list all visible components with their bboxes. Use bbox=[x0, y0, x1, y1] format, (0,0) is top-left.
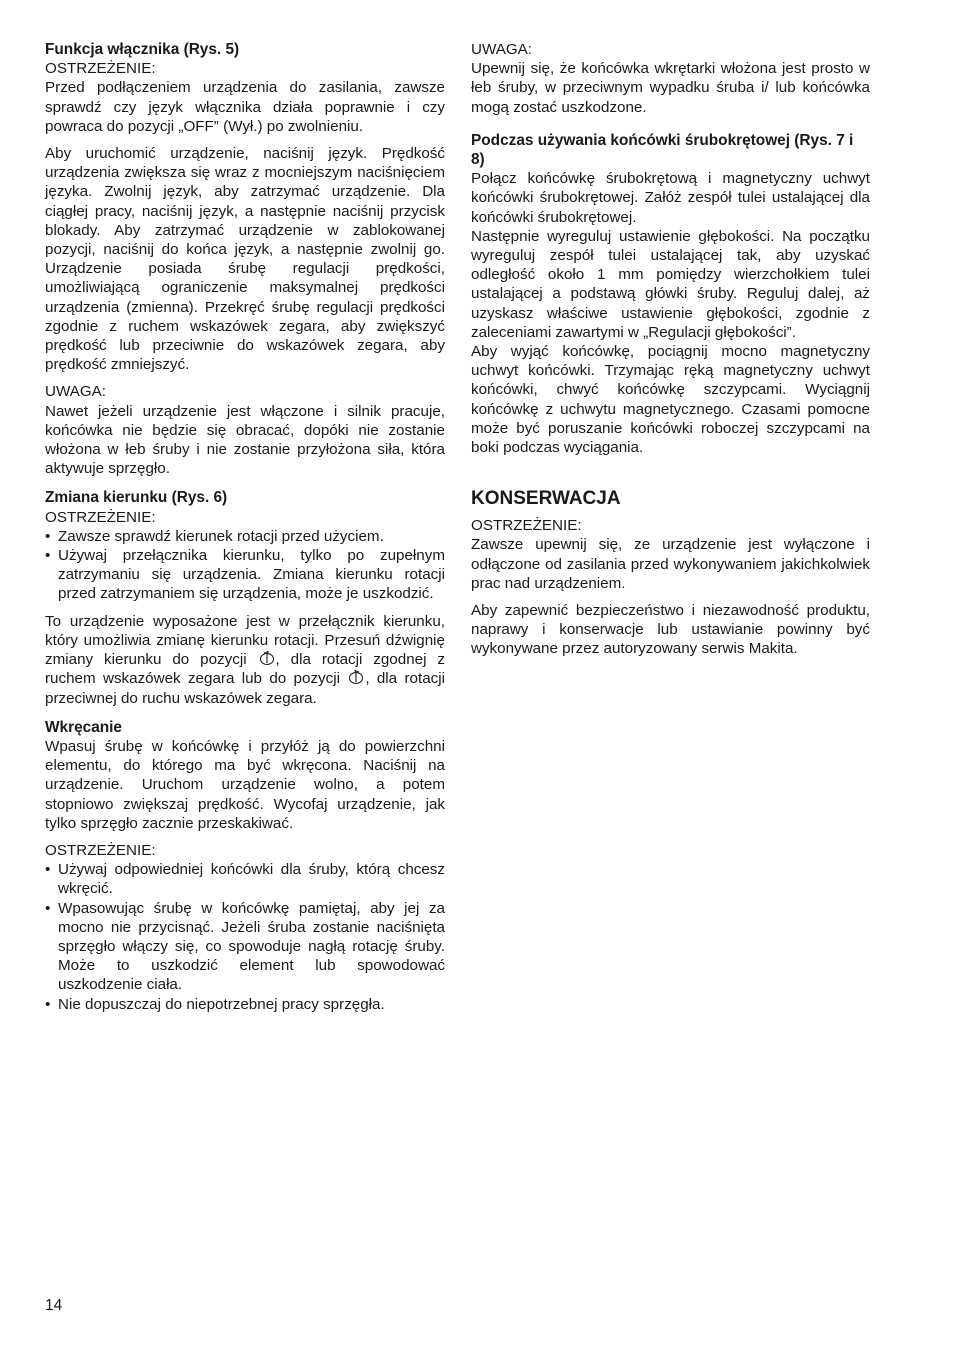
right-column bbox=[471, 40, 870, 659]
rotate-counterclockwise-icon bbox=[347, 670, 365, 686]
list-item: • Używaj odpowiedniej końcówki dla śruby, którą chcesz wkręcić. bbox=[45, 860, 445, 898]
bit-note-label: UWAGA: bbox=[471, 41, 533, 58]
direction-warning-label: OSTRZEŻENIE: bbox=[45, 508, 156, 526]
direction-text-part: , dla rotacji przeciwnej do ruchu wskazówek zegara. bbox=[45, 670, 445, 707]
direction-text-part: , dla rotacji zgodnej z ruchem wskazówek zegara lub do pozycji bbox=[45, 651, 445, 688]
list-item: • Nie dopuszczaj do niepotrzebnej pracy sprzęgła. bbox=[45, 995, 445, 1014]
maintenance-heading: KONSERWACJA bbox=[471, 488, 621, 510]
left-column bbox=[45, 40, 445, 1014]
switch-warning-label: OSTRZEŻENIE: bbox=[45, 60, 156, 78]
maintenance-warning-text: Zawsze upewnij się, ze urządzenie jest wyłączone i odłączone od zasilania przed wykonywaniem jakichkolwiek prac nad urządzeniem. bbox=[471, 536, 870, 592]
list-item: • Wpasowując śrubę w końcówkę pamiętaj, aby jej za mocno nie przycisnąć. Jeżeli śruba zostanie naciśnięta sprzęgło włączy się, co spowoduje nagłą rotację śruby. Może to uszkodzić element lub spowodować uszkodzenie ciała. bbox=[45, 899, 445, 995]
switch-paragraph: Aby uruchomić urządzenie, naciśnij język. Prędkość urządzenia zwiększa się wraz z mocniejszym naciśnięciem języka. Zwolnij język, aby zatrzymać urządzenie. Dla ciągłej pracy, naciśnij język, a następnie naciśnij przycisk blokady. Aby zatrzymać urządzenie w zablokowanej pozycji, naciśnij do końca język, a następnie zwolnij go. Urządzenie posiada śrubę regulacji prędkości, umożliwiającą ograniczenie maksymalnej prędkości urządzenia (zmienna). Przekręć śrubę regulacji prędkości zgodnie z ruchem wskazówek zegara, aby zwiększyć prędkość lub przeciwnie do wskazówek zegara, aby prędkość zmniejszyć. bbox=[45, 145, 445, 374]
switch-function-heading: Funkcja włącznika (Rys. 5) bbox=[45, 41, 240, 58]
page-number: 14 bbox=[45, 1297, 63, 1314]
switch-note-text: Nawet jeżeli urządzenie jest włączone i silnik pracuje, końcówka nie będzie się obracać, dopóki nie zostanie włożona w łeb śruby i nie zostanie przyłożona siła, która aktywuje sprzęgło. bbox=[45, 402, 445, 478]
list-item: • Używaj przełącznika kierunku, tylko po zupełnym zatrzymaniu się urządzenia. Zmiana kierunku rotacji przed zatrzymaniem się urządzenia, może je uszkodzić. bbox=[45, 546, 445, 604]
screwdriver-bit-heading: Podczas używania końcówki śrubokrętowej (Rys. 7 i 8) bbox=[471, 131, 854, 169]
maintenance-paragraph: Aby zapewnić bezpieczeństwo i niezawodność produktu, naprawy i konserwacje lub ustawianie powinny być wykonywane przez autoryzowany serwis Makita. bbox=[471, 602, 870, 658]
rotate-clockwise-icon bbox=[258, 651, 276, 667]
screwing-warning-list bbox=[45, 860, 445, 1014]
screwdriver-bit-paragraph-1: Połącz końcówkę śrubokrętową i magnetyczny uchwyt końcówki śrubokrętowej. Załóż zespół tulei ustalającej dla końcówki śrubokrętowej. bbox=[471, 170, 870, 226]
direction-text-part: To urządzenie wyposażone jest w przełącznik kierunku, który umożliwia zmianę kierunku rotacji. Przesuń dźwignię zmiany kierunku do pozycji bbox=[45, 612, 445, 669]
direction-change-heading: Zmiana kierunku (Rys. 6) bbox=[45, 489, 228, 507]
direction-paragraph bbox=[45, 612, 445, 708]
maintenance-warning-label: OSTRZEŻENIE: bbox=[471, 517, 582, 535]
screwing-heading: Wkręcanie bbox=[45, 718, 122, 736]
list-item: • Zawsze sprawdź kierunek rotacji przed użyciem. bbox=[45, 527, 445, 546]
screwing-paragraph: Wpasuj śrubę w końcówkę i przyłóż ją do powierzchni elementu, do którego ma być wkręcona. Naciśnij na urządzenie. Uruchom urządzenie wolno, a potem stopniowo zwiększaj prędkość. Wycofaj urządzenie, jak tylko sprzęgło zacznie przeskakiwać. bbox=[45, 737, 445, 832]
switch-note-label: UWAGA: bbox=[45, 383, 107, 401]
screwdriver-bit-paragraph-2: Następnie wyreguluj ustawienie głębokości. Na początku wyreguluj zespół tulei ustalającej tak, aby uzyskać odległość około 1 mm pomiędzy wierzchołkiem tulei ustalającej a podstawą główki śruby. Reguluj dalej, aż uzyskasz właściwe ustawienie głębokości, zgodnie z zaleceniami zawartymi w „Regulacji głębokości”. bbox=[471, 227, 870, 341]
bit-note-text: Upewnij się, że końcówka wkrętarki włożona jest prosto w łeb śruby, w przeciwnym wypadku śruba i/ lub końcówka mogą zostać uszkodzone. bbox=[471, 60, 870, 116]
direction-warning-list bbox=[45, 527, 445, 604]
screwing-warning-label: OSTRZEŻENIE: bbox=[45, 841, 156, 859]
switch-warning-text: Przed podłączeniem urządzenia do zasilania, zawsze sprawdź czy język włącznika działa poprawnie i czy powraca do pozycji „OFF” (Wył.) po zwolnieniu. bbox=[45, 79, 445, 135]
screwdriver-bit-paragraph-3: Aby wyjąć końcówkę, pociągnij mocno magnetyczny uchwyt końcówki. Trzymając ręką magnetyczny uchwyt końcówki, chwyć końcówkę szczypcami. Wyciągnij końcówkę z uchwytu magnetycznego. Czasami pomocne może być poruszanie końcówki roboczej szczypcami na boki podczas wyciągania. bbox=[471, 343, 870, 457]
